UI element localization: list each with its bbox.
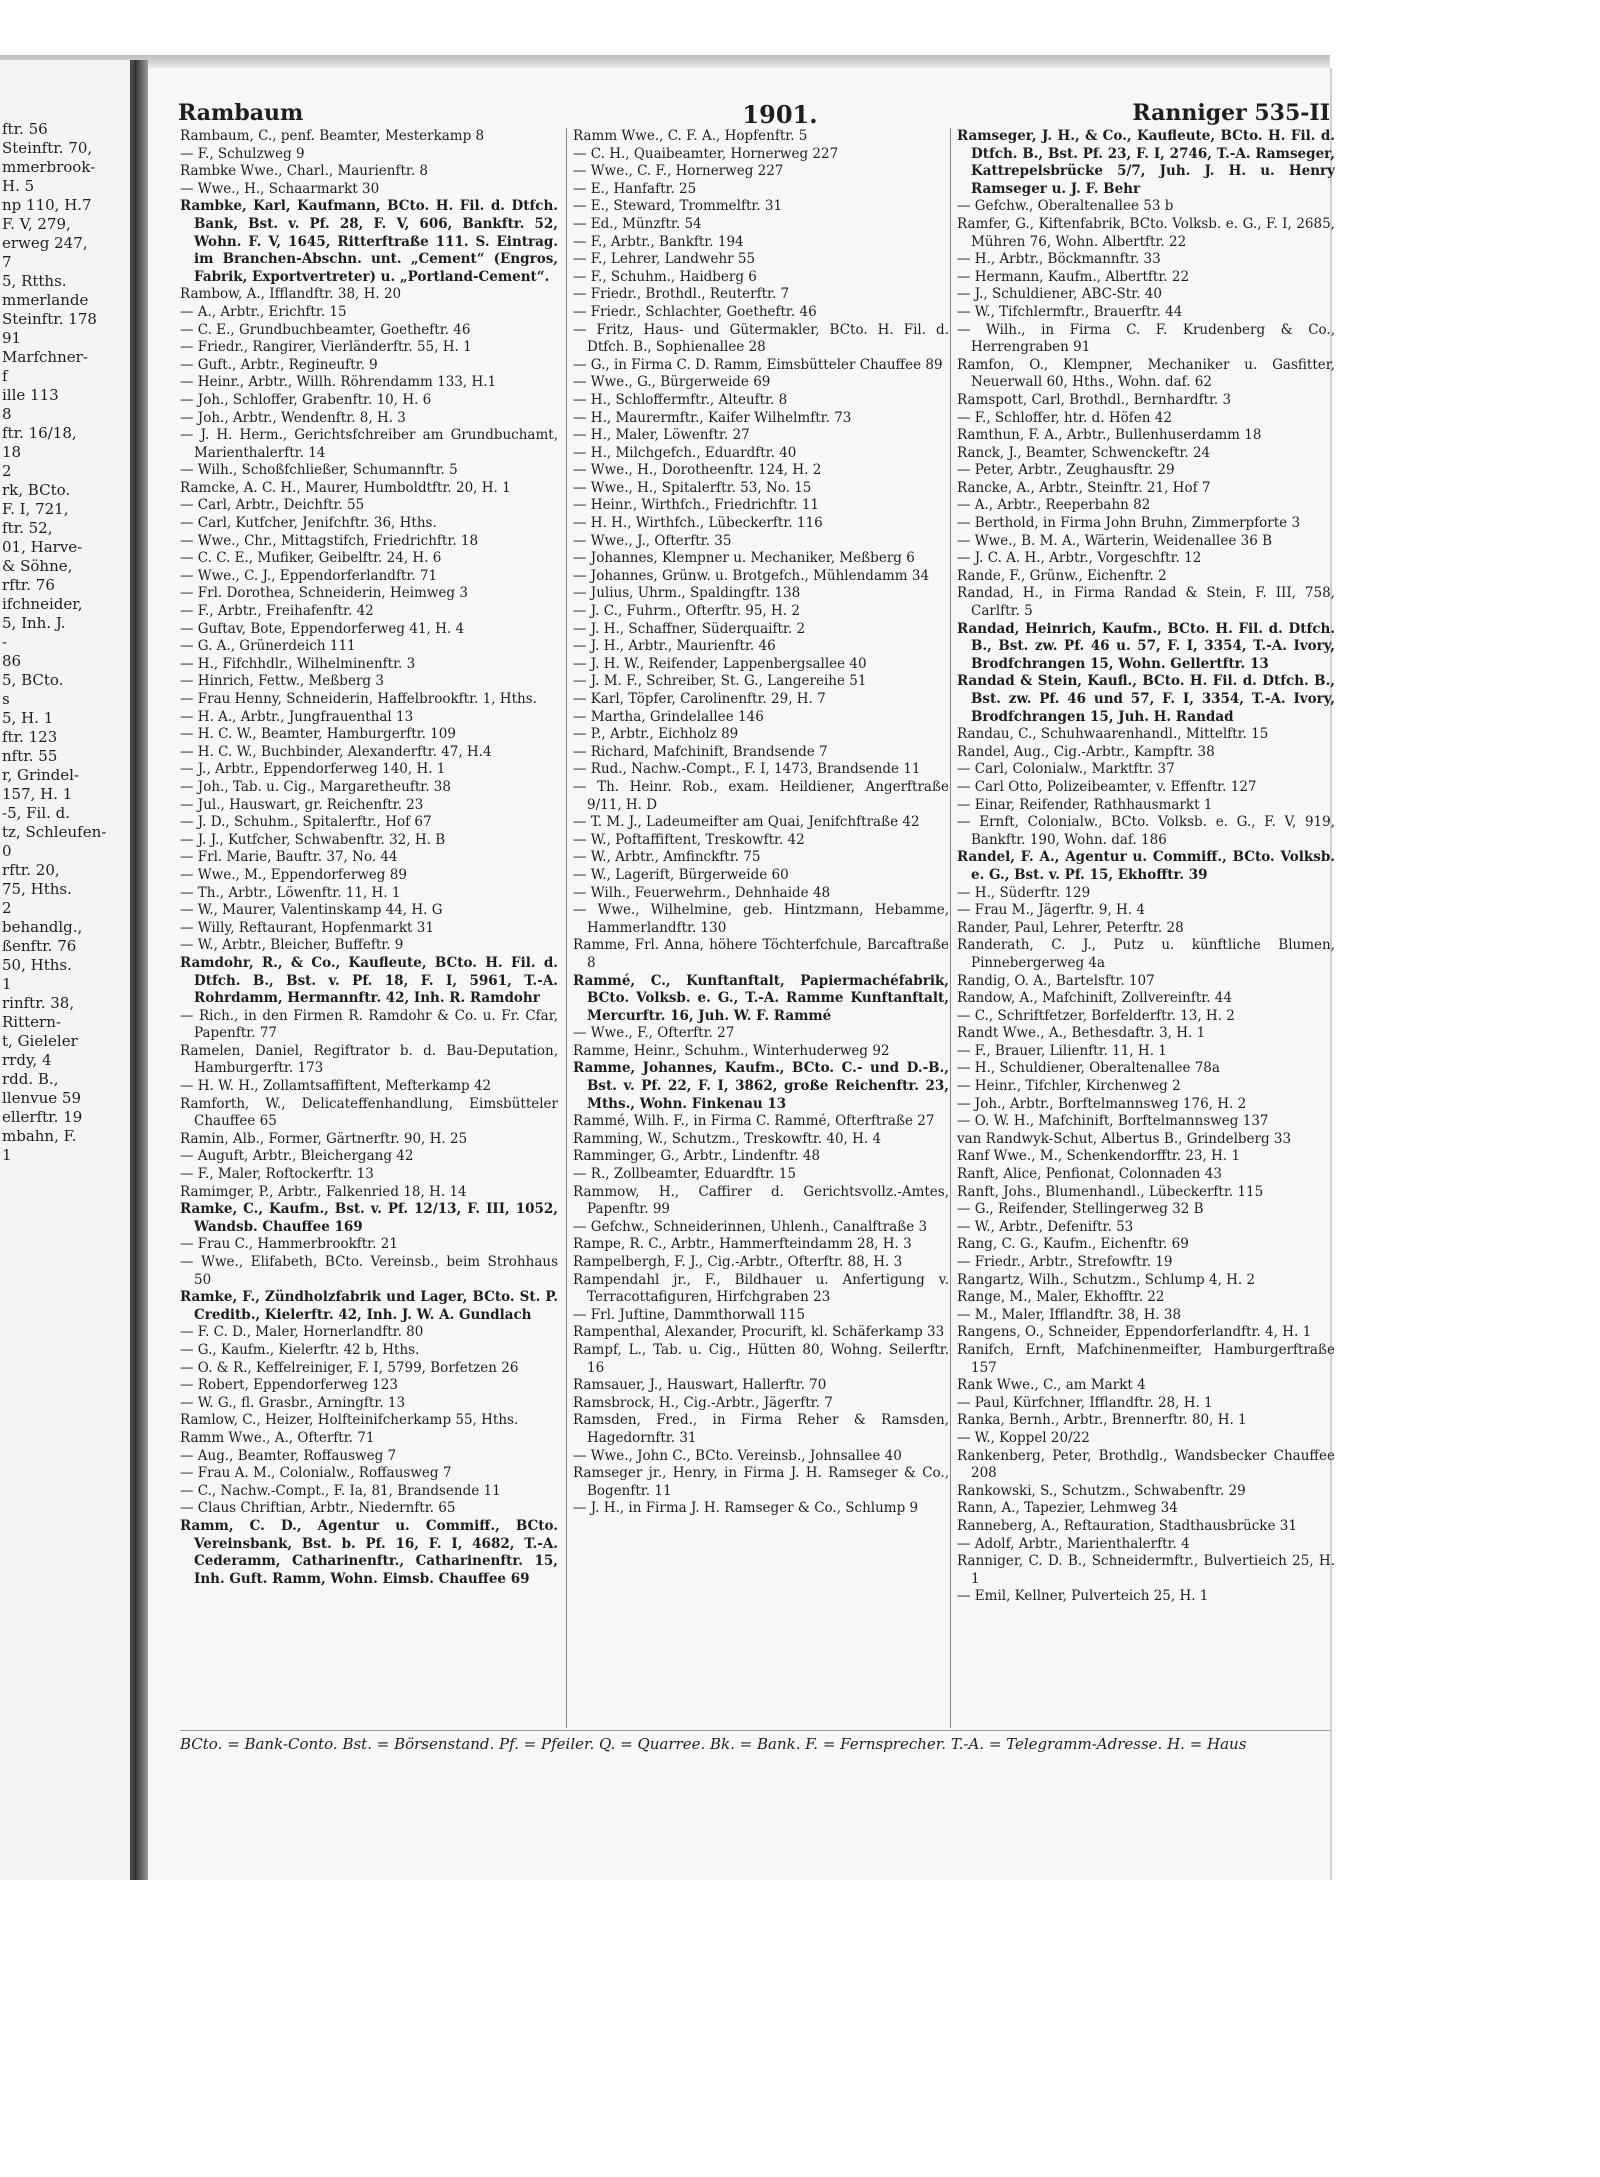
directory-entry: — W., Tifchlermftr., Brauerftr. 44 bbox=[957, 303, 1183, 320]
directory-entry: — Joh., Schloffer, Grabenftr. 10, H. 6 bbox=[180, 391, 432, 408]
directory-entry: Randad, Heinrich, Kaufm., BCto. H. Fil. d. Dtfch. B., Bst. zw. Pf. 46 u. 57, F. I, 3354, T.-A. Ivory, Brodfchrangen 15, Wohn. Gellertftr. 13 bbox=[957, 620, 1335, 672]
directory-entry: — Claus Chriftian, Arbtr., Niedernftr. 65 bbox=[180, 1500, 456, 1517]
directory-entry: Ramsbrock, H., Cig.-Arbtr., Jägerftr. 7 bbox=[573, 1394, 833, 1411]
directory-entry: — Wwe., M., Eppendorferweg 89 bbox=[180, 866, 407, 883]
left-page-fragment: Steinftr. 178 bbox=[2, 310, 97, 328]
directory-entry: Rangartz, Wilh., Schutzm., Schlump 4, H. 2 bbox=[957, 1271, 1256, 1288]
left-page-fragment: ftr. 52, bbox=[2, 519, 53, 537]
directory-entry: Ramspott, Carl, Brothdl., Bernhardftr. 3 bbox=[957, 391, 1232, 408]
directory-entry: Rangens, O., Schneider, Eppendorferlandftr. 4, H. 1 bbox=[957, 1324, 1312, 1341]
directory-entry: — Heinr., Arbtr., Willh. Röhrendamm 133, H.1 bbox=[180, 374, 497, 391]
directory-entry: — F., Brauer, Lilienftr. 11, H. 1 bbox=[957, 1042, 1167, 1059]
directory-entry: — J. D., Schuhm., Spitalerftr., Hof 67 bbox=[180, 814, 432, 831]
left-page-fragment: nftr. 55 bbox=[2, 747, 58, 765]
directory-entry: — Wwe., Elifabeth, BCto. Vereinsb., beim Strohhaus 50 bbox=[180, 1254, 558, 1288]
directory-entry: — Robert, Eppendorferweg 123 bbox=[180, 1377, 398, 1394]
directory-entry: — H. W. H., Zollamtsaffiftent, Mefterkamp 42 bbox=[180, 1078, 492, 1095]
directory-entry: — C., Schriftfetzer, Borfelderftr. 13, H. 2 bbox=[957, 1007, 1235, 1024]
directory-entry: Ramin, Alb., Former, Gärtnerftr. 90, H. 25 bbox=[180, 1130, 468, 1147]
directory-entry: — F., Arbtr., Bankftr. 194 bbox=[573, 233, 744, 250]
directory-entry: — H., Arbtr., Böckmannftr. 33 bbox=[957, 251, 1161, 268]
directory-entry: — Frau Henny, Schneiderin, Haffelbrookftr. 1, Hths. bbox=[180, 691, 537, 707]
left-page-edge bbox=[0, 60, 136, 1880]
directory-entry: Ramm Wwe., A., Ofterftr. 71 bbox=[180, 1429, 375, 1446]
directory-entry: — C., Nachw.-Compt., F. Ia, 81, Brandsende 11 bbox=[180, 1482, 501, 1499]
directory-entry: — J. H., Schaffner, Süderquaiftr. 2 bbox=[573, 620, 806, 637]
directory-entry: — Wilh., Schoßfchließer, Schumannftr. 5 bbox=[180, 462, 458, 479]
directory-entry: Rammé, Wilh. F., in Firma C. Rammé, Ofterftraße 27 bbox=[573, 1113, 935, 1130]
left-page-fragment: rk, BCto. bbox=[2, 481, 71, 499]
directory-entry: — Gefchw., Oberaltenallee 53 b bbox=[957, 198, 1174, 215]
directory-entry: — J. M. F., Schreiber, St. G., Langereihe 51 bbox=[573, 673, 867, 690]
directory-entry: — Hinrich, Fettw., Meßberg 3 bbox=[180, 673, 384, 690]
directory-entry: Ramdohr, R., & Co., Kaufleute, BCto. H. Fil. d. Dtfch. B., Bst. v. Pf. 18, F. I, 5961, T.-A. Rohrdamm, Hermannftr. 42, Inh. R. Ramdohr bbox=[180, 954, 558, 1007]
directory-entry: Randt Wwe., A., Bethesdaftr. 3, H. 1 bbox=[957, 1025, 1206, 1042]
directory-entry: — Heinr., Tifchler, Kirchenweg 2 bbox=[957, 1078, 1181, 1095]
directory-entry: — R., Zollbeamter, Eduardftr. 15 bbox=[573, 1166, 796, 1183]
left-page-fragment: F. I, 721, bbox=[2, 500, 69, 518]
directory-entry: — H., Fifchhdlr., Wilhelminenftr. 3 bbox=[180, 655, 416, 672]
directory-entry: Ranft, Alice, Penfionat, Colonnaden 43 bbox=[957, 1166, 1222, 1183]
directory-entry: Rankenberg, Peter, Brothdlg., Wandsbecker Chauffee 208 bbox=[957, 1447, 1335, 1482]
directory-entry: Rander, Paul, Lehrer, Peterftr. 28 bbox=[957, 919, 1184, 936]
directory-entry: — Wwe., H., Schaarmarkt 30 bbox=[180, 180, 380, 197]
directory-entry: Ramme, Johannes, Kaufm., BCto. C.- und D.-B., Bst. v. Pf. 22, F. I, 3862, große Reichenftr. 23, Mths., Wohn. Finkenau 13 bbox=[573, 1060, 949, 1112]
directory-entry: — J. C., Fuhrm., Ofterftr. 95, H. 2 bbox=[573, 603, 800, 620]
directory-entry: — J. H., in Firma J. H. Ramseger & Co., Schlump 9 bbox=[573, 1500, 919, 1517]
directory-entry: — Karl, Töpfer, Carolinenftr. 29, H. 7 bbox=[573, 691, 826, 707]
left-page-fragment: 01, Harve- bbox=[2, 538, 83, 556]
directory-entry: Ranka, Bernh., Arbtr., Brennerftr. 80, H. 1 bbox=[957, 1412, 1247, 1429]
directory-entry: — A., Arbtr., Reeperbahn 82 bbox=[957, 497, 1151, 514]
directory-entry: — J., Arbtr., Eppendorferweg 140, H. 1 bbox=[180, 761, 446, 778]
directory-entry: — J. C. A. H., Arbtr., Vorgeschftr. 12 bbox=[957, 550, 1202, 567]
directory-entry: — W., Arbtr., Amfinckftr. 75 bbox=[573, 849, 761, 866]
directory-entry: — G. A., Grünerdeich 111 bbox=[180, 638, 356, 655]
directory-entry: — Martha, Grindelallee 146 bbox=[573, 708, 764, 725]
directory-entry: — Wwe., G., Bürgerweide 69 bbox=[573, 374, 771, 391]
directory-entry: — E., Hanfaftr. 25 bbox=[573, 180, 697, 197]
directory-entry: Randerath, C. J., Putz u. künftliche Blumen, Pinnebergerweg 4a bbox=[957, 937, 1335, 971]
directory-entry: — J. H., Arbtr., Maurienftr. 46 bbox=[573, 638, 776, 655]
directory-entry: — Willy, Reftaurant, Hopfenmarkt 31 bbox=[180, 919, 434, 936]
directory-entry: — C. C. E., Mufiker, Geibelftr. 24, H. 6 bbox=[180, 550, 442, 567]
left-page-fragment: -5, Fil. d. bbox=[2, 804, 71, 822]
directory-entry: — Hermann, Kaufm., Albertftr. 22 bbox=[957, 268, 1190, 285]
directory-entry: — Frl. Juftine, Dammthorwall 115 bbox=[573, 1306, 806, 1323]
left-page-fragment: 1 bbox=[2, 1146, 12, 1164]
directory-entry: Rammow, H., Caffirer d. Gerichtsvollz.-Amtes, Papenftr. 99 bbox=[573, 1183, 949, 1218]
left-page-fragment: 5, H. 1 bbox=[2, 709, 54, 727]
directory-entry: — T. M. J., Ladeumeifter am Quai, Jenifchftraße 42 bbox=[573, 814, 920, 831]
left-page-fragment: mbahn, F. bbox=[2, 1127, 77, 1145]
directory-entry: — W., Koppel 20/22 bbox=[957, 1429, 1090, 1446]
directory-entry: — F., Schuhm., Haidberg 6 bbox=[573, 268, 757, 285]
directory-entry: Ramseger jr., Henry, in Firma J. H. Ramseger & Co., Bogenftr. 11 bbox=[573, 1465, 949, 1499]
directory-entry: Ramke, F., Zündholzfabrik und Lager, BCto. St. P. Creditb., Kielerftr. 42, Inh. J. W. A. Gundlach bbox=[180, 1289, 558, 1323]
directory-entry: — Joh., Arbtr., Borftelmannsweg 176, H. 2 bbox=[957, 1095, 1247, 1112]
directory-entry: — Ed., Münzftr. 54 bbox=[573, 215, 702, 232]
directory-entry: — A., Arbtr., Erichftr. 15 bbox=[180, 303, 347, 320]
left-page-fragment: Marfchner- bbox=[2, 348, 88, 366]
directory-entry: — H., Maurermftr., Kaifer Wilhelmftr. 73 bbox=[573, 409, 852, 426]
left-page-fragment: rftr. 76 bbox=[2, 576, 55, 594]
directory-entry: Ranneberg, A., Reftauration, Stadthausbrücke 31 bbox=[957, 1517, 1297, 1534]
directory-entry: Range, M., Maler, Ekhofftr. 22 bbox=[957, 1289, 1165, 1306]
directory-entry: — Guft., Arbtr., Regineuftr. 9 bbox=[180, 356, 378, 373]
left-page-fragment: 5, BCto. bbox=[2, 671, 64, 689]
header-right-keyword: Ranniger 535-II bbox=[1132, 100, 1330, 126]
book-gutter bbox=[134, 60, 148, 1880]
left-page-fragment: 7 bbox=[2, 253, 12, 271]
directory-entry: — H., Süderftr. 129 bbox=[957, 884, 1091, 901]
directory-entry: — J. H. Herm., Gerichtsfchreiber am Grundbuchamt, Marienthalerftr. 14 bbox=[180, 427, 558, 461]
directory-entry: — F., Lehrer, Landwehr 55 bbox=[573, 251, 756, 268]
directory-entry: — Guftav, Bote, Eppendorferweg 41, H. 4 bbox=[180, 620, 465, 637]
directory-entry: Ramsden, Fred., in Firma Reher & Ramsden, Hagedornftr. 31 bbox=[573, 1412, 949, 1446]
directory-entry: — H., Milchgefch., Eduardftr. 40 bbox=[573, 444, 797, 461]
directory-entry: — F., Schloffer, htr. d. Höfen 42 bbox=[957, 409, 1172, 426]
directory-entry: Rancke, A., Arbtr., Steinftr. 21, Hof 7 bbox=[957, 479, 1211, 496]
left-page-fragment: ellerftr. 19 bbox=[2, 1108, 83, 1126]
directory-entry: — Wwe., H., Spitalerftr. 53, No. 15 bbox=[573, 479, 812, 496]
directory-entry: Randel, F. A., Agentur u. Commiff., BCto. Volksb. e. G., Bst. v. Pf. 15, Ekhofftr. 39 bbox=[957, 849, 1335, 883]
directory-entry: — H. C. W., Beamter, Hamburgerftr. 109 bbox=[180, 726, 456, 743]
left-page-fragment: 2 bbox=[2, 462, 12, 480]
directory-entry: Rankowski, S., Schutzm., Schwabenftr. 29 bbox=[957, 1482, 1246, 1499]
directory-entry: — W., Arbtr., Bleicher, Buffeftr. 9 bbox=[180, 937, 404, 954]
directory-entry: — J., Schuldiener, ABC-Str. 40 bbox=[957, 286, 1162, 303]
directory-entry: Ramminger, G., Arbtr., Lindenftr. 48 bbox=[573, 1148, 821, 1165]
directory-entry: — Julius, Uhrm., Spaldingftr. 138 bbox=[573, 585, 801, 602]
left-page-fragment: & Söhne, bbox=[2, 557, 73, 575]
directory-entry: — H. A., Arbtr., Jungfrauenthal 13 bbox=[180, 708, 414, 725]
left-page-fragment: Steinftr. 70, bbox=[2, 139, 93, 157]
directory-entry: — Wwe., H., Dorotheenftr. 124, H. 2 bbox=[573, 462, 822, 479]
left-page-fragment: 5, Inh. J. bbox=[2, 614, 66, 632]
directory-entry: Rang, C. G., Kaufm., Eichenftr. 69 bbox=[957, 1236, 1189, 1253]
directory-entry: — F., Schulzweg 9 bbox=[180, 145, 305, 162]
directory-entry: — J. J., Kutfcher, Schwabenftr. 32, H. B bbox=[180, 831, 446, 848]
directory-entry: Rampendahl jr., F., Bildhauer u. Anfertigung v. Terracottafiguren, Hirfchgraben 23 bbox=[573, 1271, 949, 1306]
directory-entry: — Wilh., Feuerwehrm., Dehnhaide 48 bbox=[573, 884, 831, 901]
left-page-fragment: rinftr. 38, bbox=[2, 994, 75, 1012]
directory-entry: — Frau M., Jägerftr. 9, H. 4 bbox=[957, 902, 1145, 919]
directory-entry: Ramfer, G., Kiftenfabrik, BCto. Volksb. e. G., F. I, 2685, Mühren 76, Wohn. Albertftr. 22 bbox=[957, 215, 1335, 250]
directory-entry: Ramlow, C., Heizer, Holfteinifcherkamp 55, Hths. bbox=[180, 1412, 519, 1429]
directory-entry: Ramthun, F. A., Arbtr., Bullenhuserdamm 18 bbox=[957, 427, 1262, 444]
directory-entry: Ramimger, P., Arbtr., Falkenried 18, H. 14 bbox=[180, 1183, 467, 1200]
directory-entry: Randow, A., Mafchinift, Zollvereinftr. 44 bbox=[957, 990, 1232, 1007]
left-page-fragment: t, Gieleler bbox=[2, 1032, 78, 1050]
directory-entry: — Friedr., Rangirer, Vierländerftr. 55, H. 1 bbox=[180, 339, 472, 356]
left-page-fragment: s bbox=[2, 690, 10, 708]
directory-entry: — C. E., Grundbuchbeamter, Goetheftr. 46 bbox=[180, 321, 471, 338]
directory-entry: Rampf, L., Tab. u. Cig., Hütten 80, Wohng. Seilerftr. 16 bbox=[573, 1341, 949, 1376]
directory-entry: — Ernft, Colonialw., BCto. Volksb. e. G., F. V, 919, Bankftr. 190, Wohn. daf. 186 bbox=[957, 814, 1335, 848]
directory-entry: — Emil, Kellner, Pulverteich 25, H. 1 bbox=[957, 1588, 1209, 1605]
header-year: 1901. bbox=[742, 100, 818, 129]
directory-entry: Rammé, C., Kunftanftalt, Papiermachéfabrik, BCto. Volksb. e. G., T.-A. Ramme Kunftanftalt, Mercurftr. 16, Juh. W. F. Rammé bbox=[573, 972, 949, 1024]
left-page-fragment: 91 bbox=[2, 329, 22, 347]
left-page-fragment: behandlg., bbox=[2, 918, 83, 936]
directory-entry: Rampe, R. C., Arbtr., Hammerfteindamm 28, H. 3 bbox=[573, 1236, 912, 1253]
directory-entry: Rambaum, C., penf. Beamter, Mesterkamp 8 bbox=[180, 128, 485, 144]
directory-entry: — Rud., Nachw.-Compt., F. I, 1473, Brandsende 11 bbox=[573, 761, 921, 778]
header-left-keyword: Rambaum bbox=[178, 100, 304, 126]
directory-entry: — Carl Otto, Polizeibeamter, v. Effenftr. 127 bbox=[957, 778, 1257, 795]
directory-entry: — Wwe., F., Ofterftr. 27 bbox=[573, 1025, 735, 1042]
directory-entry: — Carl, Colonialw., Marktftr. 37 bbox=[957, 761, 1175, 778]
directory-entry: — W., Maurer, Valentinskamp 44, H. G bbox=[180, 902, 443, 919]
directory-entry: — Friedr., Brothdl., Reuterftr. 7 bbox=[573, 286, 790, 303]
directory-entry: Ramm Wwe., C. F. A., Hopfenftr. 5 bbox=[573, 128, 808, 144]
left-page-fragment: ille 113 bbox=[2, 386, 59, 404]
directory-entry: Randad, H., in Firma Randad & Stein, F. III, 758, Carlftr. 5 bbox=[957, 585, 1335, 620]
directory-entry: — H., Schloffermftr., Alteuftr. 8 bbox=[573, 391, 788, 408]
directory-entry: Ranft, Johs., Blumenhandl., Lübeckerftr. 115 bbox=[957, 1183, 1264, 1200]
directory-entry: — Carl, Arbtr., Deichftr. 55 bbox=[180, 497, 365, 514]
left-page-fragment: 0 bbox=[2, 842, 12, 860]
left-page-fragment: Rittern- bbox=[2, 1013, 61, 1031]
directory-entry: — G., Kaufm., Kielerftr. 42 b, Hths. bbox=[180, 1341, 420, 1358]
directory-entry: — Jul., Hauswart, gr. Reichenftr. 23 bbox=[180, 796, 424, 813]
left-page-fragment: tz, Schleufen- bbox=[2, 823, 107, 841]
directory-entry: — G., in Firma C. D. Ramm, Eimsbütteler Chauffee 89 bbox=[573, 356, 943, 373]
directory-entry: Rambke, Karl, Kaufmann, BCto. H. Fil. d. Dtfch. Bank, Bst. v. Pf. 28, F. V, 606, Bankftr. 52, Wohn. F. V, 1645, Ritterftraße 111. S. Eintrag. im Branchen-Abschn. unt. „Cement“ (Engros, Fabrik, Exportvertreter) u. „Portland-Cement“. bbox=[180, 198, 558, 285]
abbreviation-legend: BCto. = Bank-Conto. Bst. = Börsenstand. Pf. = Pfeiler. Q. = Quarree. Bk. = Bank. F. = Fernsprecher. T.-A. = Telegramm-Adresse. H. = Haus bbox=[180, 1730, 1330, 1753]
left-page-fragment: rftr. 20, bbox=[2, 861, 60, 879]
directory-entry: — Frl. Marie, Bauftr. 37, No. 44 bbox=[180, 849, 398, 866]
directory-entry: — W. G., fl. Grasbr., Arningftr. 13 bbox=[180, 1394, 406, 1411]
directory-entry: — Wwe., Chr., Mittagstifch, Friedrichftr. 18 bbox=[180, 532, 479, 549]
directory-entry: — F., Maler, Roftockerftr. 13 bbox=[180, 1166, 374, 1183]
directory-entry: — Wwe., Wilhelmine, geb. Hintzmann, Hebamme, Hammerlandftr. 130 bbox=[573, 902, 949, 936]
directory-entry: — Frl. Dorothea, Schneiderin, Heimweg 3 bbox=[180, 585, 468, 602]
left-page-fragment: 8 bbox=[2, 405, 12, 423]
directory-entry: — Auguft, Arbtr., Bleichergang 42 bbox=[180, 1148, 414, 1165]
left-page-fragment: r, Grindel- bbox=[2, 766, 80, 784]
directory-entry: Ranf Wwe., M., Schenkendorfftr. 23, H. 1 bbox=[957, 1148, 1241, 1165]
directory-entry: — E., Steward, Trommelftr. 31 bbox=[573, 198, 783, 215]
directory-entry: Ramke, C., Kaufm., Bst. v. Pf. 12/13, F. III, 1052, Wandsb. Chauffee 169 bbox=[180, 1201, 558, 1235]
left-page-fragment: 5, Rtths. bbox=[2, 272, 67, 290]
directory-entry: Rande, F., Grünw., Eichenftr. 2 bbox=[957, 567, 1167, 584]
directory-entry: — Richard, Mafchinift, Brandsende 7 bbox=[573, 743, 828, 760]
column-1 bbox=[180, 128, 558, 1728]
directory-entry: — H., Maler, Löwenftr. 27 bbox=[573, 427, 750, 444]
left-page-fragment: 2 bbox=[2, 899, 12, 917]
directory-entry: — Paul, Kürfchner, Ifflandftr. 28, H. 1 bbox=[957, 1394, 1213, 1411]
left-page-fragment: 157, H. 1 bbox=[2, 785, 73, 803]
directory-entry: — Wwe., John C., BCto. Vereinsb., Johnsallee 40 bbox=[573, 1447, 902, 1464]
directory-entry: — Joh., Arbtr., Wendenftr. 8, H. 3 bbox=[180, 409, 406, 426]
directory-entry: Ramming, W., Schutzm., Treskowftr. 40, H. 4 bbox=[573, 1130, 882, 1147]
directory-entry: — Rich., in den Firmen R. Ramdohr & Co. u. Fr. Cfar, Papenftr. 77 bbox=[180, 1007, 558, 1042]
directory-entry: Ramme, Heinr., Schuhm., Winterhuderweg 92 bbox=[573, 1042, 890, 1059]
directory-entry: — Carl, Kutfcher, Jenifchftr. 36, Hths. bbox=[180, 515, 437, 532]
directory-entry: — Friedr., Schlachter, Goetheftr. 46 bbox=[573, 303, 817, 320]
directory-entry: — Wwe., J., Ofterftr. 35 bbox=[573, 532, 732, 549]
left-page-fragment: llenvue 59 bbox=[2, 1089, 81, 1107]
directory-entry: — Fritz, Haus- und Gütermakler, BCto. H. Fil. d. Dtfch. B., Sophienallee 28 bbox=[573, 321, 949, 356]
left-page-fragment: 50, Hths. bbox=[2, 956, 72, 974]
directory-entry: Ramsauer, J., Hauswart, Hallerftr. 70 bbox=[573, 1377, 827, 1394]
directory-entry: Randig, O. A., Bartelsftr. 107 bbox=[957, 972, 1155, 989]
directory-entry: Ranniger, C. D. B., Schneidermftr., Bulvertieich 25, H. 1 bbox=[957, 1553, 1335, 1587]
directory-entry: Rambke Wwe., Charl., Maurienftr. 8 bbox=[180, 163, 429, 180]
directory-entry: Ramm, C. D., Agentur u. Commiff., BCto. Vereinsbank, Bst. b. Pf. 16, F. I, 4682, T.-A. Cederamm, Catharinenftr., Catharinenftr. 15, Inh. Guft. Ramm, Wohn. Eimsb. Chauffee 69 bbox=[180, 1517, 558, 1587]
left-page-fragment: rdd. B., bbox=[2, 1070, 59, 1088]
directory-entry: — J. H. W., Reifender, Lappenbergsallee 40 bbox=[573, 655, 867, 672]
directory-entry: — Johannes, Grünw. u. Brotgefch., Mühlendamm 34 bbox=[573, 567, 930, 584]
directory-entry: — Wilh., in Firma C. F. Krudenberg & Co., Herrengraben 91 bbox=[957, 321, 1335, 356]
directory-entry: Rampenthal, Alexander, Procurift, kl. Schäferkamp 33 bbox=[573, 1324, 945, 1341]
directory-entry: Ramcke, A. C. H., Maurer, Humboldtftr. 20, H. 1 bbox=[180, 479, 511, 496]
directory-entry: — F. C. D., Maler, Hornerlandftr. 80 bbox=[180, 1324, 424, 1341]
left-page-fragment: mmerbrook- bbox=[2, 158, 96, 176]
left-page-fragment: ftr. 16/18, bbox=[2, 424, 77, 442]
directory-entry: Randau, C., Schuhwaarenhandl., Mittelftr. 15 bbox=[957, 726, 1269, 743]
directory-entry: — H., Schuldiener, Oberaltenallee 78a bbox=[957, 1060, 1220, 1077]
directory-entry: — Wwe., B. M. A., Wärterin, Weidenallee 36 B bbox=[957, 532, 1273, 549]
directory-entry: — Heinr., Wirthfch., Friedrichftr. 11 bbox=[573, 497, 820, 514]
directory-entry: Ranifch, Ernft, Mafchinenmeifter, Hamburgerftraße 157 bbox=[957, 1341, 1335, 1376]
directory-entry: — H. C. W., Buchbinder, Alexanderftr. 47, H.4 bbox=[180, 743, 492, 760]
directory-entry: — Th. Heinr. Rob., exam. Heildiener, Angerftraße 9/11, H. D bbox=[573, 778, 949, 813]
directory-entry: — O. W. H., Mafchinift, Borftelmannsweg 137 bbox=[957, 1113, 1269, 1130]
directory-entry: — M., Maler, Ifflandftr. 38, H. 38 bbox=[957, 1306, 1182, 1323]
directory-entry: Ramseger, J. H., & Co., Kaufleute, BCto. H. Fil. d. Dtfch. B., Bst. Pf. 23, F. I, 2746, T.-A. Ramseger, Kattrepelsbrücke 5/7, Juh. J. H. u. Henry Ramseger u. J. F. Behr bbox=[957, 128, 1335, 197]
directory-entry: — Aug., Beamter, Roffausweg 7 bbox=[180, 1447, 397, 1464]
left-page-fragment: H. 5 bbox=[2, 177, 35, 195]
directory-entry: Ramfon, O., Klempner, Mechaniker u. Gasfitter, Neuerwall 60, Hths., Wohn. daf. 62 bbox=[957, 356, 1335, 391]
left-page-fragment: ftr. 123 bbox=[2, 728, 58, 746]
left-page-fragment: ftr. 56 bbox=[2, 120, 48, 138]
directory-entry: Ramme, Frl. Anna, höhere Töchterfchule, Barcaftraße 8 bbox=[573, 937, 949, 971]
left-page-fragment: erweg 247, bbox=[2, 234, 88, 252]
directory-entry: — Frau A. M., Colonialw., Roffausweg 7 bbox=[180, 1465, 452, 1482]
directory-entry: Rank Wwe., C., am Markt 4 bbox=[957, 1377, 1146, 1394]
column-2 bbox=[566, 128, 949, 1728]
directory-entry: — H. H., Wirthfch., Lübeckerftr. 116 bbox=[573, 515, 823, 532]
left-page-fragment: rrdy, 4 bbox=[2, 1051, 52, 1069]
directory-entry: — W., Lagerift, Bürgerweide 60 bbox=[573, 866, 789, 883]
directory-entry: Ranck, J., Beamter, Schwenckeftr. 24 bbox=[957, 444, 1211, 461]
directory-entry: — P., Arbtr., Eichholz 89 bbox=[573, 726, 739, 743]
directory-entry: — W., Poftaffiftent, Treskowftr. 42 bbox=[573, 831, 805, 848]
left-page-fragment: 75, Hths. bbox=[2, 880, 72, 898]
directory-entry: van Randwyk-Schut, Albertus B., Grindelberg 33 bbox=[957, 1130, 1292, 1147]
left-page-fragment: ifchneider, bbox=[2, 595, 83, 613]
left-page-fragment: 1 bbox=[2, 975, 12, 993]
directory-entry: — W., Arbtr., Defeniftr. 53 bbox=[957, 1218, 1134, 1235]
directory-entry: Randel, Aug., Cig.-Arbtr., Kampftr. 38 bbox=[957, 743, 1215, 760]
directory-entry: — Gefchw., Schneiderinnen, Uhlenh., Canalftraße 3 bbox=[573, 1218, 928, 1235]
directory-entry: — G., Reifender, Stellingerweg 32 B bbox=[957, 1201, 1204, 1218]
directory-entry: — Wwe., C. F., Hornerweg 227 bbox=[573, 163, 784, 180]
directory-entry: Rampelbergh, F. J., Cig.-Arbtr., Ofterftr. 88, H. 3 bbox=[573, 1254, 903, 1270]
directory-entry: — Frau C., Hammerbrookftr. 21 bbox=[180, 1236, 398, 1253]
directory-entry: — F., Arbtr., Freihafenftr. 42 bbox=[180, 603, 374, 620]
left-page-fragment: mmerlande bbox=[2, 291, 89, 309]
left-page-fragment: 86 bbox=[2, 652, 22, 670]
left-page-fragment: f bbox=[2, 367, 8, 385]
directory-entry: — Adolf, Arbtr., Marienthalerftr. 4 bbox=[957, 1535, 1190, 1552]
directory-entry: — Einar, Reifender, Rathhausmarkt 1 bbox=[957, 796, 1213, 813]
directory-entry: — Wwe., C. J., Eppendorferlandftr. 71 bbox=[180, 567, 438, 584]
directory-entry: — Joh., Tab. u. Cig., Margaretheuftr. 38 bbox=[180, 778, 451, 795]
directory-entry: — Berthold, in Firma John Bruhn, Zimmerpforte 3 bbox=[957, 515, 1301, 532]
directory-entry: — Johannes, Klempner u. Mechaniker, Meßberg 6 bbox=[573, 550, 915, 567]
column-3 bbox=[950, 128, 1335, 1728]
directory-entry: Rann, A., Tapezier, Lehmweg 34 bbox=[957, 1500, 1178, 1517]
directory-entry: Rambow, A., Ifflandftr. 38, H. 20 bbox=[180, 286, 402, 303]
directory-entry: Ramforth, W., Delicateffenhandlung, Eimsbütteler Chauffee 65 bbox=[180, 1095, 558, 1130]
left-page-fragment: 18 bbox=[2, 443, 22, 461]
left-page-fragment: - bbox=[2, 633, 8, 651]
left-page-fragment: ßenftr. 76 bbox=[2, 937, 77, 955]
directory-entry: Ramelen, Daniel, Regiftrator b. d. Bau-Deputation, Hamburgerftr. 173 bbox=[180, 1042, 558, 1077]
directory-entry: — Th., Arbtr., Löwenftr. 11, H. 1 bbox=[180, 884, 401, 901]
directory-entry: — C. H., Quaibeamter, Hornerweg 227 bbox=[573, 145, 839, 162]
directory-entry: — Peter, Arbtr., Zeughausftr. 29 bbox=[957, 462, 1175, 479]
directory-entry: — Friedr., Arbtr., Strefowftr. 19 bbox=[957, 1254, 1173, 1270]
left-page-fragment: F. V, 279, bbox=[2, 215, 71, 233]
directory-entry: Randad & Stein, Kaufl., BCto. H. Fil. d. Dtfch. B., Bst. zw. Pf. 46 und 57, F. I, 3354, T.-A. Ivory, Brodfchrangen 15, Juh. H. Randad bbox=[957, 673, 1335, 725]
directory-entry: — O. & R., Keffelreiniger, F. I, 5799, Borfetzen 26 bbox=[180, 1359, 519, 1376]
left-page-fragment: np 110, H.7 bbox=[2, 196, 92, 214]
